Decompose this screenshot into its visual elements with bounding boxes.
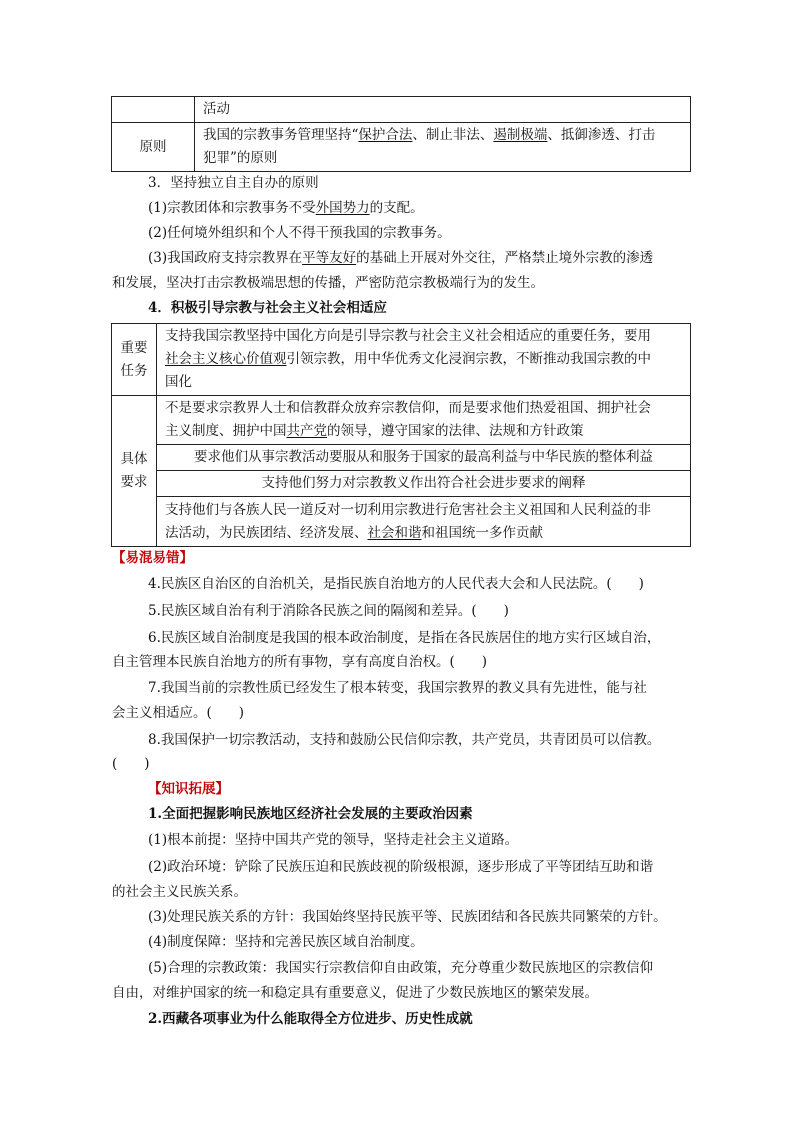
table-row [112, 396, 691, 445]
guidance-table [111, 323, 691, 547]
table-cell-requirement: 支持他们努力对宗教教义作出符合社会进步要求的阐释 [157, 471, 691, 497]
confuse-title: 【易混易错】 [112, 550, 193, 566]
text-span: 、制止非法、 [412, 127, 494, 143]
question-item: 5.民族区域自治有利于消除各民族之间的隔阂和差异。( ) [148, 603, 509, 619]
table-row [112, 324, 691, 396]
table-row [112, 445, 691, 471]
text-span: (3)我国政府支持宗教界在 [148, 250, 303, 266]
text-span: 不是要求宗教界人士和信教群众放弃宗教信仰，而是要求他们热爱祖国、拥护社会 [165, 400, 651, 416]
table-cell: 活动 [195, 97, 691, 123]
text-span: 的支配。 [369, 200, 424, 216]
paragraph: (2)任何境外组织和个人不得干预我国的宗教事务。 [148, 225, 451, 241]
text-span: 、抵御渗透、打击 [547, 127, 656, 143]
underlined-term: 保护合法 [358, 127, 413, 143]
text-span: 的基础上开展对外交往，严格禁止境外宗教的渗透 [356, 250, 654, 266]
expand-title: 【知识拓展】 [148, 781, 229, 797]
table-row [112, 497, 691, 547]
table-cell-principle [195, 123, 691, 172]
paragraph: (4)制度保障：坚持和完善民族区域自治制度。 [148, 934, 424, 950]
underlined-term: 社会和谐 [367, 524, 422, 541]
paragraph: 的社会主义民族关系。 [112, 884, 247, 900]
principle-table [111, 96, 691, 172]
paragraph: (3)处理民族关系的方针：我国始终坚持民族平等、民族团结和各民族共同繁荣的方针。 [148, 909, 667, 925]
section-heading: 4．积极引导宗教与社会主义社会相适应 [148, 300, 387, 316]
table-row [112, 97, 691, 123]
text-span: 支持他们与各族人民一道反对一切利用宗教进行危害社会主义祖国和人民利益的非 [165, 501, 651, 518]
text-span: 法活动，为民族团结、经济发展、 [165, 524, 368, 541]
table-label-requirements: 具体要求 [112, 396, 157, 547]
paragraph [148, 198, 424, 218]
expand-heading: 1.全面把握影响民族地区经济社会发展的主要政治因素 [148, 806, 473, 822]
text-span: 主义制度、拥护中国 [165, 423, 287, 439]
text-span: 支持我国宗教坚持中国化方向是引导宗教与社会主义社会相适应的重要任务，要用 [165, 328, 651, 344]
table-cell-requirement [157, 396, 691, 445]
paragraph: (2)政治环境：铲除了民族压迫和民族歧视的阶级根源，逐步形成了平等团结互助和谐 [148, 859, 654, 875]
table-label-task: 重要任务 [112, 324, 157, 396]
text-span: 的领导，遵守国家的法律、法规和方针政策 [327, 423, 584, 439]
expand-heading: 2.西藏各项事业为什么能取得全方位进步、历史性成就 [148, 1011, 473, 1027]
text-span: 我国的宗教事务管理坚持“ [203, 127, 359, 143]
table-cell-empty [112, 97, 195, 123]
text-span: 国化 [165, 374, 192, 390]
question-item: 8.我国保护一切宗教活动，支持和鼓励公民信仰宗教，共产党员，共青团员可以信教。 [148, 732, 661, 748]
section-heading: 3．坚持独立自主自办的原则 [148, 175, 319, 191]
question-item: 6.民族区域自治制度是我国的根本政治制度，是指在各民族居住的地方实行区域自治， [148, 630, 661, 646]
question-item: 会主义相适应。( ) [112, 705, 245, 721]
table-row [112, 471, 691, 497]
question-item: 7.我国当前的宗教性质已经发生了根本转变，我国宗教界的教义具有先进性，能与社 [148, 680, 647, 696]
underlined-term: 平等友好 [302, 250, 357, 266]
paragraph [148, 248, 653, 268]
paragraph: 和发展，坚决打击宗教极端思想的传播，严密防范宗教极端行为的发生。 [112, 275, 544, 291]
underlined-term: 遏制极端 [493, 127, 548, 143]
paragraph: (1)根本前提：坚持中国共产党的领导，坚持走社会主义道路。 [148, 832, 519, 848]
table-cell-requirement: 要求他们从事宗教活动要服从和服务于国家的最高利益与中华民族的整体利益 [157, 445, 691, 471]
underlined-term: 社会主义核心价值观 [165, 351, 287, 367]
table-cell-task [157, 324, 691, 396]
underlined-term: 共产党 [286, 423, 327, 439]
table-label-principle: 原则 [112, 123, 195, 172]
text-span: 和祖国统一多作贡献 [421, 524, 543, 541]
question-item: 4.民族区自治区的自治机关，是指民族自治地方的人民代表大会和人民法院。( ) [148, 576, 644, 592]
underlined-term: 外国势力 [315, 200, 370, 216]
question-item: 自主管理本民族自治地方的所有事物，享有高度自治权。( ) [112, 654, 488, 670]
text-span: (1)宗教团体和宗教事务不受 [148, 200, 316, 216]
table-row [112, 123, 691, 172]
text-span: 引领宗教，用中华优秀文化浸润宗教，不断推动我国宗教的中 [286, 351, 651, 367]
text-span: 犯罪”的原则 [203, 150, 278, 166]
paragraph: (5)合理的宗教政策：我国实行宗教信仰自由政策，充分尊重少数民族地区的宗教信仰 [148, 960, 654, 976]
table-cell-requirement [157, 497, 691, 547]
paragraph: 自由，对维护国家的统一和稳定具有重要意义，促进了少数民族地区的繁荣发展。 [112, 985, 598, 1001]
question-item: ( ) [112, 756, 150, 772]
